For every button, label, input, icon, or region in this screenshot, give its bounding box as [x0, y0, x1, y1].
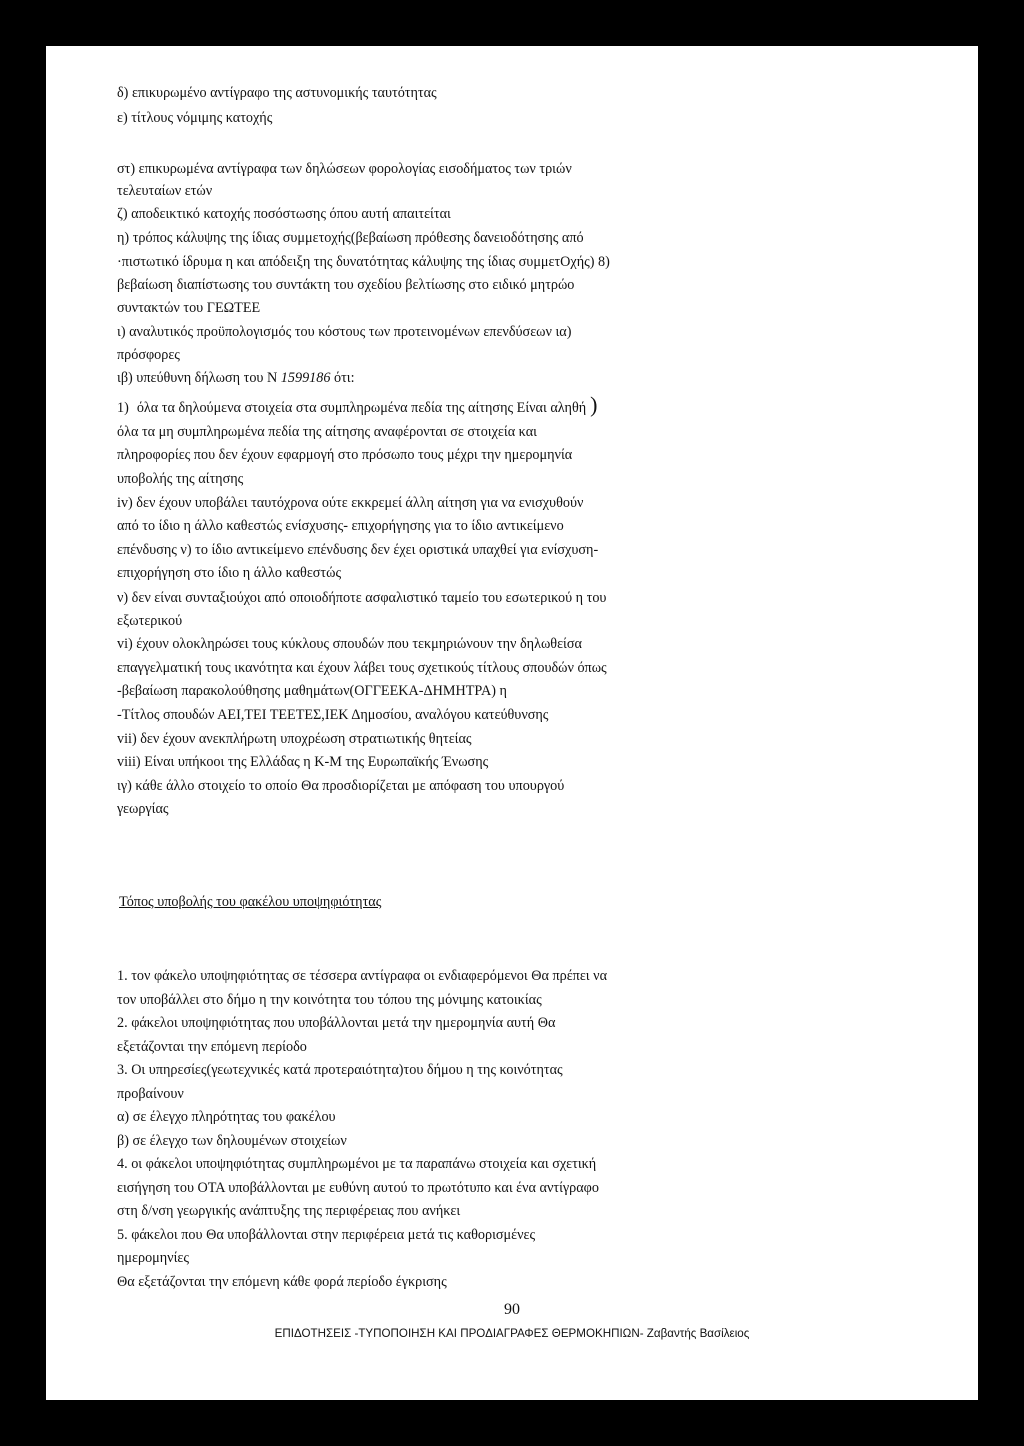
text-line: ημερομηνίες	[117, 1250, 189, 1266]
text-line: πρόσφορες	[117, 347, 180, 363]
text-line: viii) Είναι υπήκοοι της Ελλάδας η Κ-Μ της Ευρωπαϊκής Ένωσης	[117, 754, 489, 770]
text-line: εξωτερικού	[117, 613, 183, 629]
text-line: 5. φάκελοι που Θα υποβάλλονται στην περιφέρεια μετά τις καθορισμένες	[117, 1227, 536, 1243]
section-title: Τόπος υποβολής του φακέλου υποψηφιότητας	[119, 894, 382, 910]
text-line: ι) αναλυτικός προϋπολογισμός του κόστους των προτεινομένων επενδύσεων ια)	[117, 324, 572, 340]
text-line: ν) δεν είναι συνταξιούχοι από οποιοδήποτε ασφαλιστικό ταμείο του εσωτερικού η του	[117, 590, 607, 606]
text-line: όλα τα μη συμπληρωμένα πεδία της αίτησης αναφέρονται σε στοιχεία και	[117, 424, 537, 440]
page-footer: ΕΠΙΔΟΤΗΣΕΙΣ -ΤΥΠΟΠΟΙΗΣΗ ΚΑΙ ΠΡΟΔΙΑΓΡΑΦΕΣ ΘΕΡΜΟΚΗΠΙΩΝ- Ζαβαντής Βασίλειος	[274, 1327, 750, 1340]
text-line: εξετάζονται την επόμενη περίοδο	[117, 1039, 307, 1055]
text-fragment: ότι:	[333, 370, 355, 386]
law-number: 1599186	[280, 370, 331, 386]
page-number: 90	[504, 1301, 520, 1318]
text-line: ιγ) κάθε άλλο στοιχείο το οποίο Θα προσδιορίζεται με απόφαση του υπουργού	[117, 778, 565, 794]
text-line: τον υποβάλλει στο δήμο η την κοινότητα του τόπου της μόνιμης κατοικίας	[117, 992, 542, 1008]
text-line: από το ίδιο η άλλο καθεστώς ενίσχυσης- επιχορήγησης για το ίδιο αντικείμενο	[117, 518, 564, 534]
text-line: 4. οι φάκελοι υποψηφιότητας συμπληρωμένοι με τα παραπάνω στοιχεία και σχετική	[117, 1156, 597, 1172]
text-line: πληροφορίες που δεν έχουν εφαρμογή στο πρόσωπο τους μέχρι την ημερομηνία	[117, 447, 573, 463]
text-line: iv) δεν έχουν υποβάλει ταυτόχρονα ούτε εκκρεμεί άλλη αίτηση για να ενισχυθούν	[117, 495, 584, 511]
text-line: β) σε έλεγχο των δηλουμένων στοιχείων	[117, 1133, 347, 1149]
text-line: συντακτών του ΓΕΩΤΕΕ	[117, 300, 261, 316]
text-line: 1. τον φάκελο υποψηφιότητας σε τέσσερα αντίγραφα οι ενδιαφερόμενοι Θα πρέπει να	[117, 968, 608, 984]
text-line: ζ) αποδεικτικό κατοχής ποσόστωσης όπου αυτή απαιτείται	[117, 206, 451, 222]
text-line: στ) επικυρωμένα αντίγραφα των δηλώσεων φορολογίας εισοδήματος των τριών	[117, 161, 572, 177]
text-line	[117, 369, 355, 387]
text-line: -βεβαίωση παρακολούθησης μαθημάτων(ΟΓΓΕΕΚΑ-ΔΗΜΗΤΡΑ) η	[117, 683, 507, 699]
document-page	[46, 46, 978, 1400]
text-line: επένδυσης ν) το ίδιο αντικείμενο επένδυσης δεν έχει οριστικά υπαχθεί για ενίσχυση-	[117, 542, 599, 558]
text-line: ε) τίτλους νόμιμης κατοχής	[117, 110, 273, 126]
text-line: η) τρόπος κάλυψης της ίδιας συμμετοχής(βεβαίωση πρόθεσης δανειοδότησης από	[117, 230, 584, 246]
text-line	[117, 392, 598, 417]
text-fragment: ιβ) υπεύθυνη δήλωση του Ν	[117, 370, 281, 386]
paren-mark: )	[590, 392, 598, 417]
text-line: επιχορήγηση στο ίδιο η άλλο καθεστώς	[117, 565, 342, 581]
text-fragment: όλα τα δηλούμενα στοιχεία στα συμπληρωμένα πεδία της αίτησης Είναι αληθή	[136, 400, 587, 416]
text-line: Θα εξετάζονται την επόμενη κάθε φορά περίοδο έγκρισης	[117, 1274, 447, 1290]
text-line: δ) επικυρωμένο αντίγραφο της αστυνομικής ταυτότητας	[117, 85, 437, 101]
item-number: 1)	[117, 400, 129, 416]
text-line: vii) δεν έχουν ανεκπλήρωτη υποχρέωση στρατιωτικής θητείας	[117, 731, 472, 747]
text-line: 3. Οι υπηρεσίες(γεωτεχνικές κατά προτεραιότητα)του δήμου η της κοινότητας	[117, 1062, 563, 1078]
text-line: βεβαίωση διαπίστωσης του συντάκτη του σχεδίου βελτίωσης στο ειδικό μητρώο	[117, 277, 575, 293]
text-line: vi) έχουν ολοκληρώσει τους κύκλους σπουδών που τεκμηριώνουν την δηλωθείσα	[117, 636, 582, 652]
text-line: στη δ/νση γεωργικής ανάπτυξης της περιφέρειας που ανήκει	[117, 1203, 461, 1219]
text-line: προβαίνουν	[117, 1086, 184, 1102]
text-line: εισήγηση του ΟΤΑ υποβάλλονται με ευθύνη αυτού το πρωτότυπο και ένα αντίγραφο	[117, 1180, 599, 1196]
text-line: 2. φάκελοι υποψηφιότητας που υποβάλλονται μετά την ημερομηνία αυτή Θα	[117, 1015, 556, 1031]
text-line: γεωργίας	[117, 801, 169, 817]
text-line: -Τίτλος σπουδών ΑΕΙ,ΤΕΙ ΤΕΕΤΕΣ,ΙΕΚ Δημοσίου, αναλόγου κατεύθυνσης	[117, 707, 549, 723]
text-line: επαγγελματική τους ικανότητα και έχουν λάβει τους σχετικούς τίτλους σπουδών όπως	[117, 660, 607, 676]
text-line: ·πιστωτικό ίδρυμα η και απόδειξη της δυνατότητας κάλυψης της ίδιας συμμετΟχής) 8)	[117, 254, 610, 270]
text-line: υποβολής της αίτησης	[117, 471, 244, 487]
text-line: α) σε έλεγχο πληρότητας του φακέλου	[117, 1109, 336, 1125]
text-line: τελευταίων ετών	[117, 183, 213, 199]
